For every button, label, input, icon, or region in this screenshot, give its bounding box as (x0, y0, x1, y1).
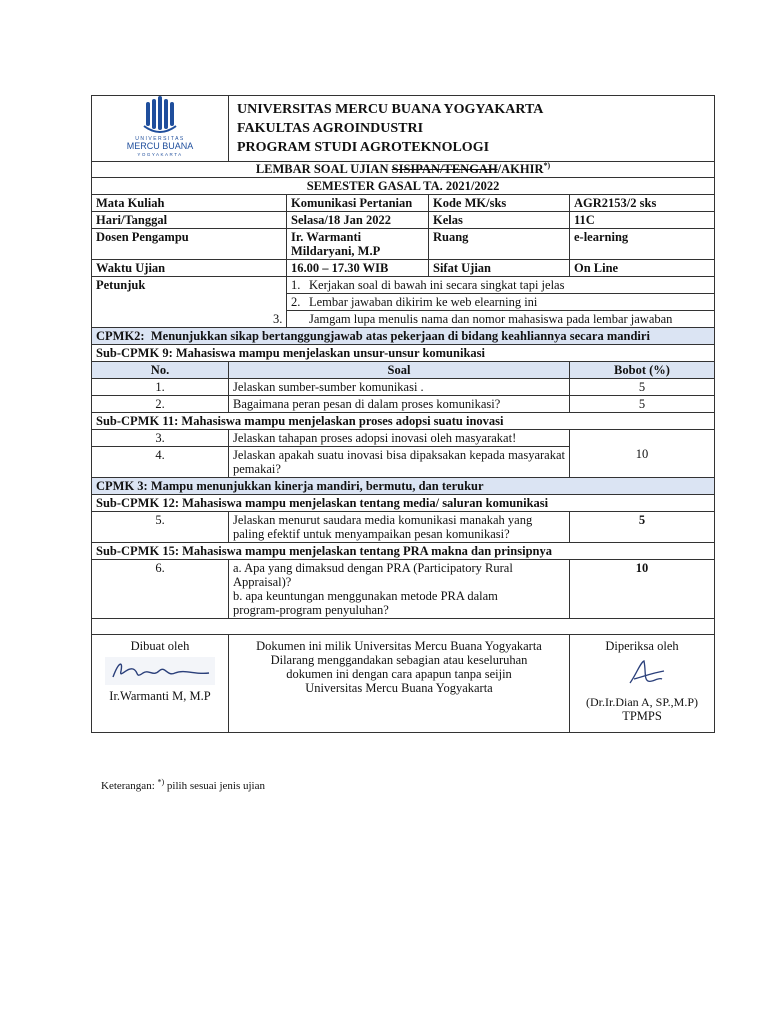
col-soal: Soal (229, 362, 570, 379)
question-part-b: b. apa keuntungan menggunakan metode PRA dalam program-program penyuluhan? (233, 589, 498, 617)
question-no: 6. (92, 560, 229, 619)
sub-cpmk-11: Sub-CPMK 11: Mahasiswa mampu menjelaskan proses adopsi suatu inovasi (92, 413, 715, 430)
title-prefix: LEMBAR SOAL UJIAN (255, 162, 392, 176)
question-weight: 5 (570, 379, 715, 396)
question-text: Bagaimana peran pesan di dalam proses komunikasi? (229, 396, 570, 413)
dosen-value: Ir. Warmanti Mildaryani, M.P (287, 229, 429, 260)
sub-cpmk-9: Sub-CPMK 9: Mahasiswa mampu menjelaskan unsur-unsur komunikasi (92, 345, 715, 362)
cpmk3-row (92, 478, 715, 495)
petunjuk-num: 3. (273, 312, 283, 326)
logo-line3: YOGYAKARTA (137, 152, 183, 157)
program-name: PROGRAM STUDI AGROTEKNOLOGI (237, 140, 490, 155)
hari-label: Hari/Tanggal (92, 212, 287, 229)
question-no: 5. (92, 512, 229, 543)
logo-line1: UNIVERSITAS (135, 136, 185, 142)
kode-label: Kode MK/sks (429, 195, 570, 212)
petunjuk-item (287, 294, 714, 311)
dibuat-cell (92, 635, 229, 733)
question-no: 2. (92, 396, 229, 413)
question-row (92, 430, 715, 447)
info-row-time (92, 260, 715, 277)
petunjuk-text: Jamgam lupa menulis nama dan nomor mahasiswa pada lembar jawaban (309, 312, 673, 326)
exam-table (91, 95, 715, 733)
info-row-date (92, 212, 715, 229)
cpmk3-heading: CPMK 3: Mampu menunjukkan kinerja mandiri, bermutu, dan terukur (92, 478, 715, 495)
university-logo (92, 96, 229, 162)
kode-value: AGR2153/2 sks (570, 195, 715, 212)
petunjuk-item (287, 311, 714, 328)
kelas-label: Kelas (429, 212, 570, 229)
waktu-value: 16.00 – 17.30 WIB (287, 260, 429, 277)
question-no: 3. (92, 430, 229, 447)
cpmk2-heading (92, 328, 715, 345)
diperiksa-name: (Dr.Ir.Dian A, SP.,M.P) (586, 695, 699, 709)
info-row-lecturer (92, 229, 715, 260)
logo-line2: MERCU BUANA (126, 141, 194, 151)
petunjuk-text: Kerjakan soal di bawah ini secara singkat tapi jelas (309, 278, 565, 292)
question-text (229, 560, 570, 619)
ruang-value: e-learning (570, 229, 715, 260)
question-text: Jelaskan menurut saudara media komunikasi manakah yang paling efektif untuk menyampaikan pesan komunikasi? (229, 512, 570, 543)
keterangan-note (101, 777, 265, 792)
diperiksa-label: Diperiksa oleh (605, 639, 679, 653)
diperiksa-cell (570, 635, 715, 733)
question-weight: 10 (570, 560, 715, 619)
signature-row (92, 635, 715, 733)
sub11-row (92, 413, 715, 430)
col-no: No. (92, 362, 229, 379)
keterangan-mark: *) (157, 777, 165, 787)
petunjuk-list (273, 277, 715, 328)
dibuat-label: Dibuat oleh (130, 639, 190, 653)
title-mark: *) (543, 160, 551, 170)
question-row (92, 396, 715, 413)
exam-sheet (91, 95, 714, 733)
dosen-label: Dosen Pengampu (92, 229, 287, 260)
title-suffix: /AKHIR (497, 162, 544, 176)
title-struck: SISIPAN/TENGAH (391, 162, 498, 176)
semester-row (92, 178, 715, 195)
petunjuk-item (287, 277, 714, 294)
document-notice (229, 635, 570, 733)
checker-signature-image (612, 657, 672, 691)
sub15-row (92, 543, 715, 560)
petunjuk-text: Lembar jawaban dikirim ke web elearning ini (309, 295, 538, 309)
title-row (92, 162, 715, 178)
question-text: Jelaskan sumber-sumber komunikasi . (229, 379, 570, 396)
question-no: 1. (92, 379, 229, 396)
header-row (92, 96, 715, 162)
question-part-a: a. Apa yang dimaksud dengan PRA (Participatory Rural Appraisal)? (233, 561, 513, 589)
dibuat-name: Ir.Warmanti M, M.P (109, 689, 211, 703)
faculty-name: FAKULTAS AGROINDUSTRI (237, 121, 424, 136)
spacer-cell (92, 619, 715, 635)
notice-org: Universitas Mercu Buana Yogyakarta (305, 681, 493, 695)
hari-value: Selasa/18 Jan 2022 (287, 212, 429, 229)
sifat-value: On Line (570, 260, 715, 277)
cpmk2-row (92, 328, 715, 345)
sub-cpmk-15: Sub-CPMK 15: Mahasiswa mampu menjelaskan tentang PRA makna dan prinsipnya (92, 543, 715, 560)
question-text: Jelaskan apakah suatu inovasi bisa dipaksakan kepada masyarakat pemakai? (229, 447, 570, 478)
university-name: UNIVERSITAS MERCU BUANA YOGYAKARTA (237, 102, 544, 117)
info-row-course (92, 195, 715, 212)
notice-text: Dokumen ini milik Universitas Mercu Buana Yogyakarta Dilarang menggandakan sebagian atau keseluruhan dokumen ini dengan cara apapun tanpa seijin (256, 639, 542, 681)
question-row (92, 560, 715, 619)
ruang-label: Ruang (429, 229, 570, 260)
sifat-label: Sifat Ujian (429, 260, 570, 277)
question-weight: 10 (570, 430, 715, 478)
keterangan-label: Keterangan: (101, 780, 158, 792)
info-row-instructions (92, 277, 715, 328)
diperiksa-role: TPMPS (622, 709, 662, 723)
sub-cpmk-12: Sub-CPMK 12: Mahasiswa mampu menjelaskan tentang media/ saluran komunikasi (92, 495, 715, 512)
question-row (92, 512, 715, 543)
mata-kuliah-value: Komunikasi Pertanian (287, 195, 429, 212)
keterangan-text: pilih sesuai jenis ujian (164, 780, 265, 792)
petunjuk-label: Petunjuk (92, 277, 287, 328)
question-weight: 5 (570, 396, 715, 413)
semester: SEMESTER GASAL TA. 2021/2022 (92, 178, 715, 195)
petunjuk-num: 2. (291, 295, 301, 309)
university-logo-icon (100, 96, 220, 158)
column-header-row (92, 362, 715, 379)
col-bobot: Bobot (%) (570, 362, 715, 379)
question-row (92, 379, 715, 396)
petunjuk-num: 1. (291, 278, 301, 292)
question-text: Jelaskan tahapan proses adopsi inovasi oleh masyarakat! (229, 430, 570, 447)
exam-title (92, 162, 715, 178)
kelas-value: 11C (570, 212, 715, 229)
sub9-row (92, 345, 715, 362)
cpmk2-label: CPMK2: (96, 329, 145, 343)
question-weight: 5 (570, 512, 715, 543)
signature-image (105, 657, 215, 685)
header-text (229, 96, 715, 162)
mata-kuliah-label: Mata Kuliah (92, 195, 287, 212)
cpmk2-text: Menunjukkan sikap bertanggungjawab atas pekerjaan di bidang keahliannya secara mandiri (150, 329, 650, 343)
waktu-label: Waktu Ujian (92, 260, 287, 277)
question-no: 4. (92, 447, 229, 478)
sub12-row (92, 495, 715, 512)
spacer-row (92, 619, 715, 635)
